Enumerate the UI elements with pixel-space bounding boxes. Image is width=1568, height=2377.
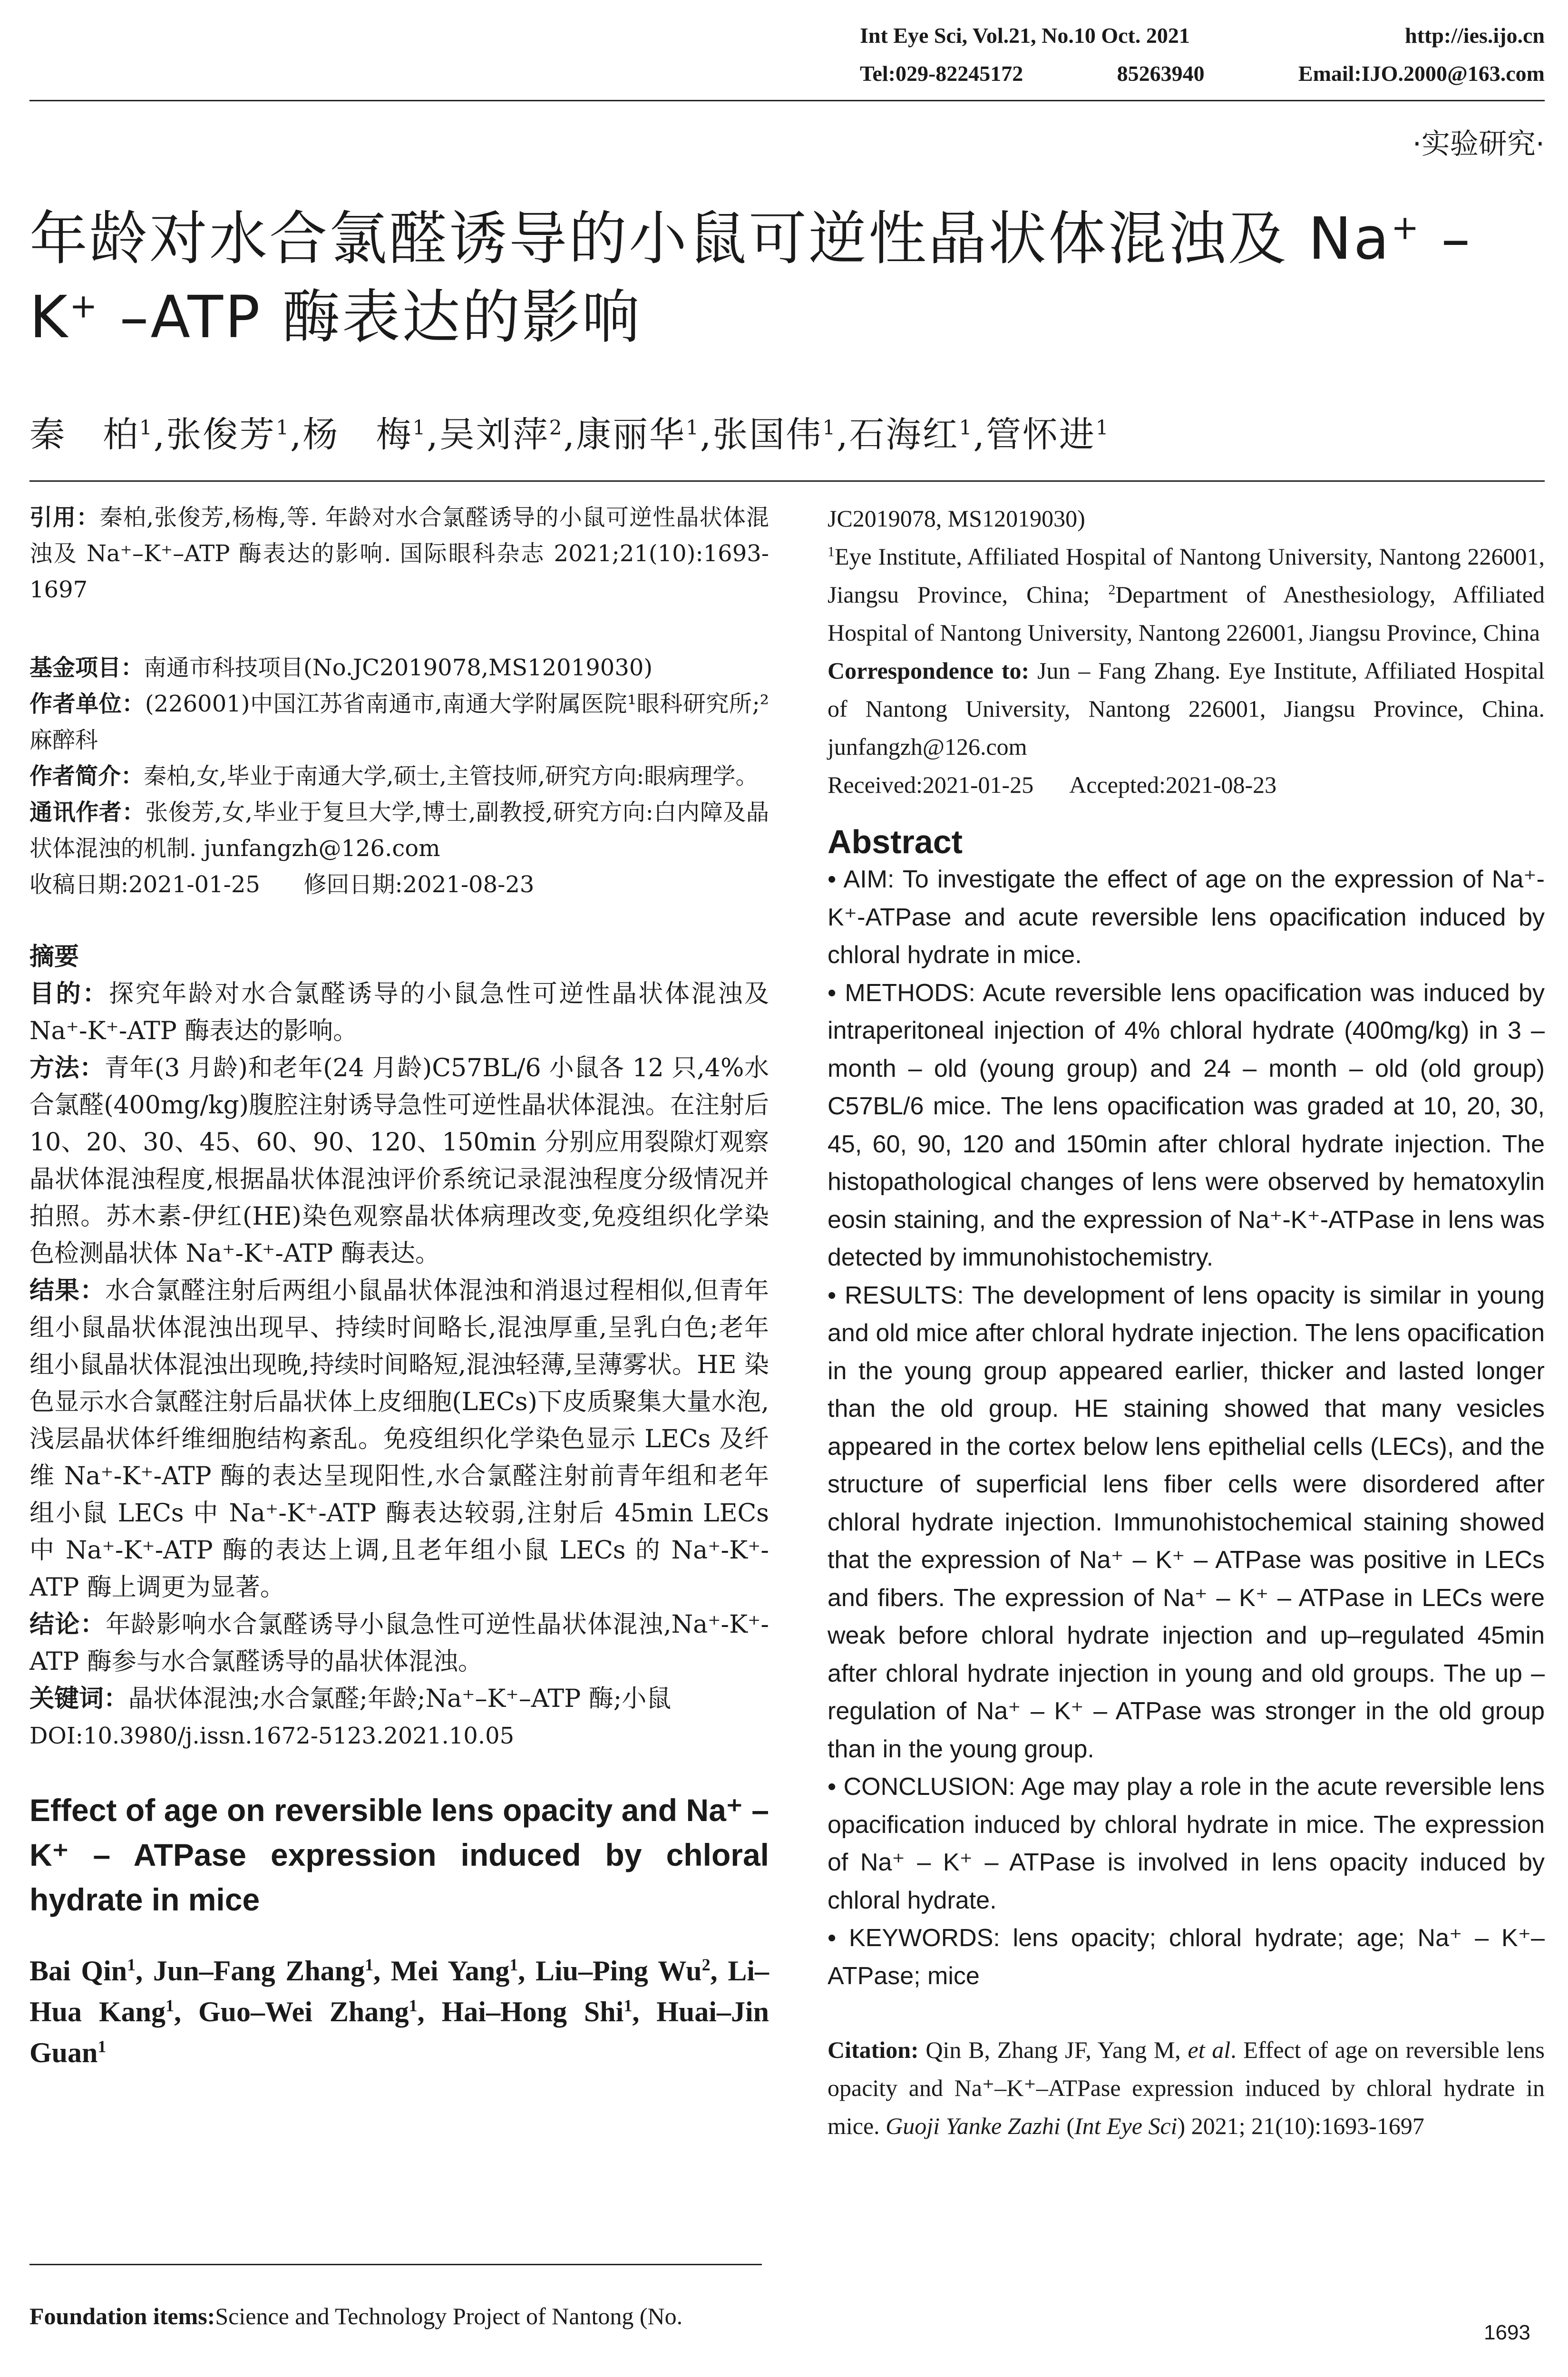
author-affiliation-mark: 1: [166, 1996, 175, 2015]
author-name: 管怀进: [985, 414, 1096, 455]
author-affiliation-mark: 1: [365, 1955, 374, 1974]
english-author-list: Bai Qin$^1$, Jun–Fang Zhang$^1$, Mei Yang$^1$, Liu–Ping Wu$^2$, Li–Hua Kang$^1$, Guo–Wei Zhang$^1$, Hai–Hong Shi$^1$, Huai–Jin Guan$^1$: [29, 1955, 769, 2068]
corresponding-author: 通讯作者：张俊芳,女,毕业于复旦大学,博士,副教授,研究方向:白内障及晶状体混浊的机制. junfangzh@126.com: [29, 799, 769, 862]
author-name: 杨 梅: [302, 414, 413, 455]
author-name-en: Bai Qin: [29, 1955, 127, 1987]
author-cn: [986, 414, 1110, 455]
abstract-heading-cn: 摘要: [29, 942, 79, 971]
author-affiliation-mark: 1: [623, 1996, 633, 2015]
author-cn: [29, 414, 154, 455]
author-name-en: Mei Yang: [390, 1955, 510, 1987]
author-cn: [849, 414, 974, 455]
keywords-cn: 关键词：晶状体混浊;水合氯醛;年龄;Na⁺–K⁺–ATP 酶;小鼠: [29, 1684, 672, 1713]
author-cn: [712, 414, 837, 455]
authors-divider: [29, 480, 1545, 482]
abstract-heading-en: Abstract: [828, 823, 963, 860]
fund-info: 基金项目：南通市科技项目(No.JC2019078,MS12019030): [29, 654, 653, 681]
author-affiliation-mark: 1: [412, 416, 427, 439]
affiliations-en: $^1$Eye Institute, Affiliated Hospital of Nantong University, Nantong 226001, Jiangsu Province, China; $^2$Department of Anesthesiology, Affiliated Hospital of Nantong University, Nantong 226001, Jiangsu Province, China: [828, 543, 1545, 646]
dates-en: Received:2021-01-25 Accepted:2021-08-23: [828, 771, 1277, 798]
author-cn: [166, 414, 290, 455]
author-list: 秦 柏$^1$,张俊芳$^1$,杨 梅$^1$,吴刘萍$^2$,康丽华$^1$,张国伟$^1$,石海红$^1$,管怀进$^1$: [29, 414, 1110, 455]
author-name: 张国伟: [712, 414, 823, 455]
footnote-divider: [29, 2264, 762, 2265]
author-cn: [303, 414, 427, 455]
author-cn: [576, 414, 700, 455]
article-title: 年龄对水合氯醛诱导的小鼠可逆性晶状体混浊及 Na+ – K+ –ATP 酶表达的影响: [29, 205, 1472, 351]
journal-header-line1: [860, 23, 1545, 48]
author-affiliation-mark: 1: [139, 416, 154, 439]
author-name-en: Liu–Ping Wu: [535, 1955, 702, 1987]
author-affiliation-mark: 1: [127, 1955, 136, 1974]
citation-cn: 引用：秦柏,张俊芳,杨梅,等. 年龄对水合氯醛诱导的小鼠可逆性晶状体混浊及 Na⁺–K⁺–ATP 酶表达的影响. 国际眼科杂志 2021;21(10):1693-1697: [29, 504, 769, 603]
abstract-methods-cn: 方法：青年(3 月龄)和老年(24 月龄)C57BL/6 小鼠各 12 只,4%水合氯醛(400mg/kg)腹腔注射诱导急性可逆性晶状体混浊。在注射后 10、20、30、45、60、90、120、150min 分别应用裂隙灯观察晶状体混浊程度,根据晶状体混浊评价系统记录混浊程度分级情况并拍照。苏木素-伊红(HE)染色观察晶状体病理改变,免疫组织化学染色检测晶状体 Na⁺-K⁺-ATP 酶表达。: [29, 1053, 769, 1268]
author-name-en: Li–Hua Kang: [29, 1955, 769, 2027]
abstract-body-en: [828, 861, 1545, 1995]
foundation-continued: JC2019078, MS12019030): [828, 505, 1085, 532]
author-en: [391, 1955, 518, 1987]
left-column: [29, 499, 769, 2073]
author-en: [153, 1955, 373, 1987]
abstract-methods-en: • METHODS: Acute reversible lens opacification was induced by intraperitoneal injection of 4% chloral hydrate (400mg/kg) in 3 – month – old (young group) and 24 – month – old (old group) C57BL/6 mice. The lens opacification was graded at 10, 20, 30, 45, 60, 90, 120 and 150min after chloral hydrate injection. The histopathological changes of lens were observed by hematoxylin eosin staining, and the expression of Na⁺-K⁺-ATPase in lens was detected by immunohistochemistry.: [828, 979, 1545, 1271]
journal-email[interactable]: Email:IJO.2000@163.com: [1298, 61, 1545, 86]
author-name-en: Guo–Wei Zhang: [198, 1996, 409, 2027]
author-affiliation-mark: 1: [509, 1955, 518, 1974]
journal-url[interactable]: http://ies.ijo.cn: [1405, 23, 1545, 48]
keywords-en: • KEYWORDS: lens opacity; chloral hydrate; age; Na⁺ – K⁺–ATPase; mice: [828, 1924, 1545, 1990]
author-name-en: Huai–Jin Guan: [29, 1996, 769, 2068]
section-label: ·实验研究·: [1412, 127, 1545, 161]
author-affiliation-mark: 1: [686, 416, 700, 439]
author-affiliation-mark: 1: [959, 416, 974, 439]
author-affiliation-mark: 1: [409, 1996, 418, 2015]
abstract-aim-en: • AIM: To investigate the effect of age on the expression of Na⁺-K⁺-ATPase and acute reversible lens opacification induced by chloral hydrate in mice.: [828, 866, 1545, 969]
author-name-en: Jun–Fang Zhang: [153, 1955, 365, 1987]
author-name: 秦 柏: [29, 414, 139, 455]
author-name: 石海红: [849, 414, 959, 455]
author-name: 张俊芳: [166, 414, 276, 455]
author-unit: 作者单位：(226001)中国江苏省南通市,南通大学附属医院¹眼科研究所;²麻醉科: [29, 691, 769, 753]
right-column: [828, 499, 1545, 2145]
author-name: 吴刘萍: [439, 414, 549, 455]
abstract-conclusion-cn: 结论：年龄影响水合氯醛诱导小鼠急性可逆性晶状体混浊,Na⁺-K⁺-ATP 酶参与水合氯醛诱导的晶状体混浊。: [29, 1610, 769, 1676]
author-cn: [439, 414, 564, 455]
correspondence-en: Correspondence to: Jun – Fang Zhang. Eye Institute, Affiliated Hospital of Nantong University, Nantong 226001, Jiangsu Province, China. junfangzh@126.com: [828, 657, 1545, 760]
abstract-aim-cn: 目的：探究年龄对水合氯醛诱导的小鼠急性可逆性晶状体混浊及 Na⁺-K⁺-ATP 酶表达的影响。: [29, 979, 769, 1045]
author-en: [442, 1996, 633, 2027]
author-affiliation-mark: 2: [549, 416, 564, 439]
abstract-results-en: • RESULTS: The development of lens opacity is similar in young and old mice after chloral hydrate injection. The lens opacification in the young group appeared earlier, thicker and lasted longer than the old group. HE staining showed that many vesicles appeared in the cortex below lens epithelial cells (LECs), and the structure of superficial lens fiber cells were disordered after chloral hydrate injection. Immunohistochemical staining showed that the expression of Na⁺ – K⁺ – ATPase was positive in LECs and fibers. The expression of Na⁺ – K⁺ – ATPase in LECs were weak before chloral hydrate injection and up–regulated 45min after chloral hydrate injection in young and old groups. The up – regulation of Na⁺ – K⁺ – ATPase was stronger in the old group than in the young group.: [828, 1281, 1545, 1763]
journal-header-line2: [860, 61, 1545, 86]
abstract-results-cn: 结果：水合氯醛注射后两组小鼠晶状体混浊和消退过程相似,但青年组小鼠晶状体混浊出现早、持续时间略长,混浊厚重,呈乳白色;老年组小鼠晶状体混浊出现晚,持续时间略短,混浊轻薄,呈薄雾状。HE 染色显示水合氯醛注射后晶状体上皮细胞(LECs)下皮质聚集大量水泡,浅层晶状体纤维细胞结构紊乱。免疫组织化学染色显示 LECs 及纤维 Na⁺-K⁺-ATP 酶的表达呈现阳性,水合氯醛注射前青年组和老年组小鼠 LECs 中 Na⁺-K⁺-ATP 酶表达较弱,注射后 45min LECs 中 Na⁺-K⁺-ATP 酶的表达上调,且老年组小鼠 LECs 的 Na⁺-K⁺-ATP 酶上调更为显著。: [29, 1276, 769, 1602]
citation-en: Citation: Qin B, Zhang JF, Yang M, et al. Effect of age on reversible lens opacity and Na⁺–K⁺–ATPase expression induced by chloral hydrate in mice. Guoji Yanke Zazhi (Int Eye Sci) 2021; 21(10):1693-1697: [828, 2036, 1545, 2139]
abstract-conclusion-en: • CONCLUSION: Age may play a role in the acute reversible lens opacification induced by chloral hydrate in mice. The expression of Na⁺ – K⁺ – ATPase is involved in lens opacity induced by chloral hydrate.: [828, 1773, 1545, 1914]
header-divider: [29, 100, 1545, 101]
author-affiliation-mark: 1: [97, 2037, 107, 2056]
page-number: 1693: [1484, 2321, 1530, 2344]
foundation-items: Foundation items:Science and Technology Project of Nantong (No.: [29, 2303, 683, 2329]
author-name-en: Hai–Hong Shi: [441, 1996, 624, 2027]
journal-tel2: 85263940: [1117, 61, 1205, 86]
author-en: [198, 1996, 418, 2027]
doi[interactable]: DOI:10.3980/j.issn.1672-5123.2021.10.05: [29, 1723, 515, 1749]
author-affiliation-mark: 1: [276, 416, 290, 439]
author-en: [536, 1955, 711, 1987]
english-title: Effect of age on reversible lens opacity and Na⁺ – K⁺ – ATPase expression induced by chloral hydrate in mice: [29, 1792, 769, 1917]
author-affiliation-mark: 1: [822, 416, 837, 439]
author-name: 康丽华: [576, 414, 686, 455]
journal-tel: Tel:029-82245172: [860, 61, 1023, 86]
author-affiliation-mark: 1: [1095, 416, 1110, 439]
journal-citation: Int Eye Sci, Vol.21, No.10 Oct. 2021: [860, 23, 1190, 48]
author-bio: 作者简介：秦柏,女,毕业于南通大学,硕士,主管技师,研究方向:眼病理学。: [29, 763, 759, 789]
author-en: [29, 1955, 136, 1987]
dates-cn: 收稿日期:2021-01-25 修回日期:2021-08-23: [29, 871, 535, 898]
author-affiliation-mark: 2: [701, 1955, 711, 1974]
